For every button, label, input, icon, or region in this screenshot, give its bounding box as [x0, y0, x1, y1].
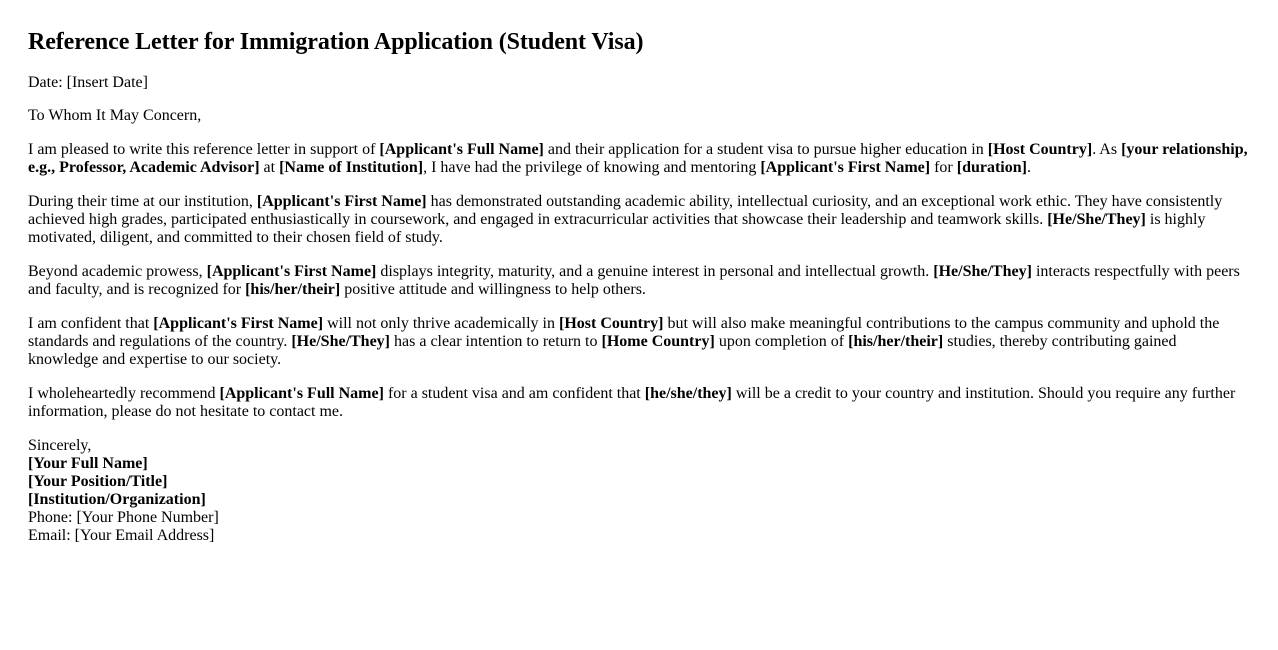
paragraph-text: During their time at our institution,	[28, 193, 257, 210]
paragraph-text: and their application for a student visa to pursue higher education in	[543, 141, 988, 158]
placeholder-field: [Home Country]	[601, 333, 715, 350]
paragraph-text: studies, thereby contributing gained knowledge and expertise to our society.	[28, 333, 1177, 368]
letter-date: Date: [Insert Date]	[28, 74, 148, 91]
signer-position: [Your Position/Title]	[28, 473, 168, 490]
paragraph-text: for a student visa and am confident that	[383, 385, 645, 402]
paragraph-text: is highly motivated, diligent, and committed to their chosen field of study.	[28, 211, 1206, 246]
body-paragraph	[28, 385, 1250, 421]
paragraph-text: .	[1026, 159, 1031, 176]
signer-email: Email: [Your Email Address]	[28, 527, 215, 544]
placeholder-field: [your relationship, e.g., Professor, Academic Advisor]	[28, 141, 1248, 176]
placeholder-field: [Applicant's Full Name]	[379, 141, 544, 158]
placeholder-field: [Host Country]	[987, 141, 1093, 158]
paragraph-text: at	[259, 159, 280, 176]
body-paragraph	[28, 193, 1250, 247]
paragraph-text: , I have had the privilege of knowing and mentoring	[423, 159, 761, 176]
placeholder-field: [Applicant's First Name]	[153, 315, 324, 332]
placeholder-field: [Applicant's First Name]	[206, 263, 377, 280]
signer-phone: Phone: [Your Phone Number]	[28, 509, 219, 526]
letter-body	[28, 141, 1250, 421]
placeholder-field: [Name of Institution]	[279, 159, 424, 176]
paragraph-text: Beyond academic prowess,	[28, 263, 207, 280]
signer-institution: [Institution/Organization]	[28, 491, 206, 508]
paragraph-text: will not only thrive academically in	[323, 315, 559, 332]
placeholder-field: [He/She/They]	[933, 263, 1032, 280]
signer-name: [Your Full Name]	[28, 455, 148, 472]
placeholder-field: [Applicant's First Name]	[760, 159, 931, 176]
placeholder-field: [Host Country]	[559, 315, 664, 332]
placeholder-field: [duration]	[956, 159, 1027, 176]
body-paragraph	[28, 141, 1250, 177]
placeholder-field: [Applicant's Full Name]	[219, 385, 384, 402]
paragraph-text: but will also make meaningful contributions to the campus community and uphold the standards and regulations of the country.	[28, 315, 1220, 350]
body-paragraph	[28, 315, 1250, 369]
paragraph-text: interacts respectfully with peers and faculty, and is recognized for	[28, 263, 1240, 298]
paragraph-text: has a clear intention to return to	[390, 333, 602, 350]
paragraph-text: for	[930, 159, 957, 176]
placeholder-field: [Applicant's First Name]	[256, 193, 427, 210]
salutation: To Whom It May Concern,	[28, 107, 202, 124]
paragraph-text: . As	[1092, 141, 1122, 158]
placeholder-field: [He/She/They]	[1047, 211, 1146, 228]
placeholder-field: [he/she/they]	[644, 385, 732, 402]
paragraph-text: I am confident that	[28, 315, 154, 332]
placeholder-field: [his/her/their]	[245, 281, 341, 298]
body-paragraph	[28, 263, 1250, 299]
placeholder-field: [He/She/They]	[291, 333, 391, 350]
signature-block	[28, 437, 1250, 545]
placeholder-field: [his/her/their]	[848, 333, 944, 350]
paragraph-text: I am pleased to write this reference letter in support of	[28, 141, 380, 158]
paragraph-text: displays integrity, maturity, and a genuine interest in personal and intellectual growth.	[376, 263, 934, 280]
paragraph-text: positive attitude and willingness to help others.	[340, 281, 646, 298]
paragraph-text: upon completion of	[714, 333, 849, 350]
closing: Sincerely,	[28, 437, 92, 454]
paragraph-text: has demonstrated outstanding academic ability, intellectual curiosity, and an exceptional work ethic. They have consistently achieved high grades, participated enthusiastically in coursework, and engaged in extracurricular activities that showcase their leadership and teamwork skills.	[28, 193, 1223, 228]
page-title: Reference Letter for Immigration Application (Student Visa)	[28, 29, 644, 55]
paragraph-text: will be a credit to your country and institution. Should you require any further information, please do not hesitate to contact me.	[28, 385, 1236, 420]
paragraph-text: I wholeheartedly recommend	[28, 385, 220, 402]
